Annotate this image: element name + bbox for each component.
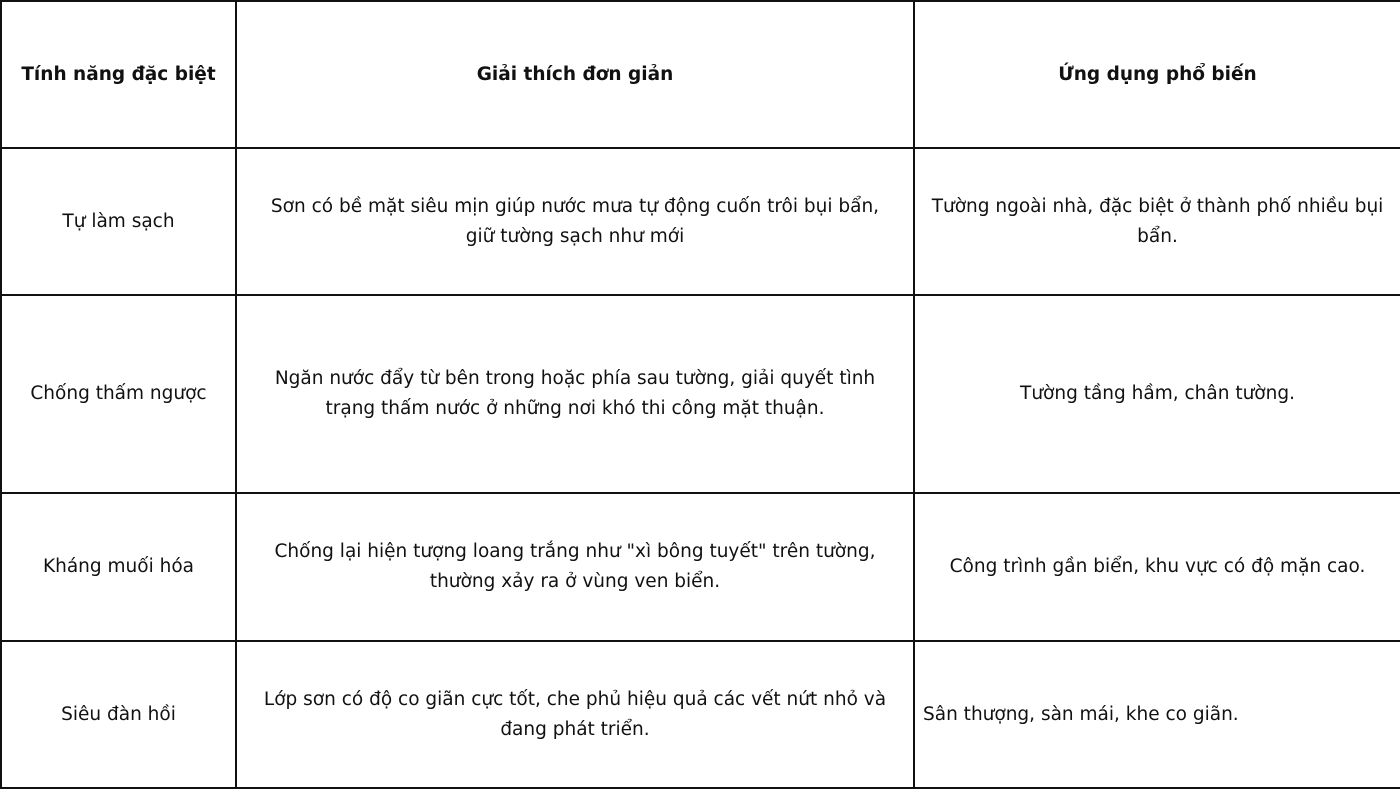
table-row	[1, 148, 1400, 295]
explanation-cell: Sơn có bề mặt siêu mịn giúp nước mưa tự động cuốn trôi bụi bẩn, giữ tường sạch như mới	[236, 148, 914, 295]
header-feature: Tính năng đặc biệt	[1, 1, 236, 148]
application-cell: Tường tầng hầm, chân tường.	[914, 295, 1400, 493]
explanation-cell: Lớp sơn có độ co giãn cực tốt, che phủ hiệu quả các vết nứt nhỏ và đang phát triển.	[236, 641, 914, 788]
table-row	[1, 493, 1400, 641]
application-cell: Công trình gần biển, khu vực có độ mặn cao.	[914, 493, 1400, 641]
table-row	[1, 295, 1400, 493]
feature-cell: Tự làm sạch	[1, 148, 236, 295]
feature-cell: Kháng muối hóa	[1, 493, 236, 641]
application-cell: Sân thượng, sàn mái, khe co giãn.	[914, 641, 1400, 788]
table-row	[1, 641, 1400, 788]
header-row	[1, 1, 1400, 148]
explanation-cell: Ngăn nước đẩy từ bên trong hoặc phía sau tường, giải quyết tình trạng thấm nước ở những nơi khó thi công mặt thuận.	[236, 295, 914, 493]
feature-cell: Siêu đàn hồi	[1, 641, 236, 788]
header-explanation: Giải thích đơn giản	[236, 1, 914, 148]
explanation-cell: Chống lại hiện tượng loang trắng như "xì bông tuyết" trên tường, thường xảy ra ở vùng ven biển.	[236, 493, 914, 641]
header-application: Ứng dụng phổ biến	[914, 1, 1400, 148]
feature-cell: Chống thấm ngược	[1, 295, 236, 493]
application-cell: Tường ngoài nhà, đặc biệt ở thành phố nhiều bụi bẩn.	[914, 148, 1400, 295]
